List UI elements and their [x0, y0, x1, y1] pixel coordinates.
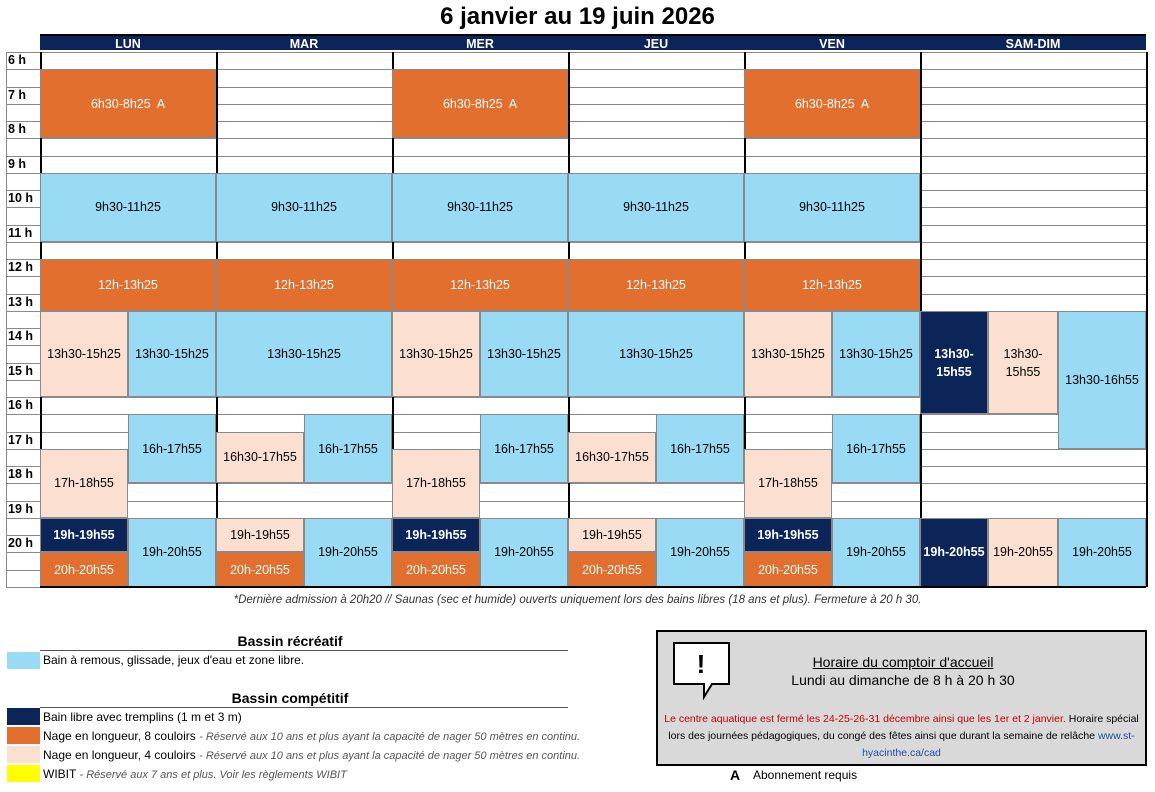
time-slot: [988, 311, 1058, 415]
abonnement-text: Abonnement requis: [753, 768, 858, 782]
time-slot: [744, 173, 920, 242]
hour-label: 13 h: [8, 294, 34, 309]
hour-label: 7 h: [8, 87, 27, 102]
time-slot: [744, 69, 920, 138]
time-slot-label: 20h-20h55: [582, 562, 642, 577]
time-slot-label: 19h-20h55: [846, 545, 906, 560]
time-slot-label: 13h30-15h25: [399, 346, 473, 361]
time-slot: [216, 552, 304, 587]
time-slot: [744, 552, 832, 587]
hour-label: 9 h: [8, 156, 27, 171]
time-slot: [392, 259, 568, 311]
time-slot: [988, 518, 1058, 587]
time-slot-label: 12h-13h25: [802, 277, 862, 292]
day-header: VEN: [744, 34, 920, 50]
time-slot: [1058, 518, 1146, 587]
time-slot: [568, 311, 744, 397]
legend-swatch-wibit: [7, 765, 40, 782]
footnote: *Dernière admission à 20h20 // Saunas (sec et humide) ouverts uniquement lors des bains libres (18 ans et plus). Fermeture à 20 h 30.: [233, 594, 922, 606]
info-link[interactable]: www.st-hyacinthe.ca/cad: [862, 730, 1135, 759]
time-slot-label: 19h-19h55: [582, 528, 642, 542]
time-slot: [40, 69, 216, 138]
time-slot: [40, 518, 128, 553]
time-slot-label: 19h-19h55: [230, 528, 290, 542]
time-slot: [744, 518, 832, 553]
counter-hours: Lundi au dimanche de 8 h à 20 h 30: [791, 672, 1015, 688]
legend-comp-title: Bassin compétitif: [231, 690, 349, 706]
hour-label: 20 h: [8, 536, 34, 550]
time-slot-label: 16h30-17h55: [575, 450, 649, 465]
day-header: MAR: [216, 34, 392, 50]
time-slot: [216, 259, 392, 311]
grid-line: [6, 52, 1146, 53]
time-slot: [744, 259, 920, 311]
time-slot: [216, 518, 304, 553]
legend-rule: [40, 650, 568, 651]
time-slot-label: 19h-20h55: [494, 545, 554, 560]
counter-title: Horaire du comptoir d'accueil: [812, 654, 994, 670]
time-slot: [216, 173, 392, 242]
closure-red: Le centre aquatique est fermé les 24-25-26-31 décembre ainsi que les 1er et 2 janvier.: [664, 713, 1066, 725]
time-slot-label: 17h-18h55: [406, 476, 466, 491]
time-slot-label: 6h30-8h25: [794, 96, 855, 111]
time-slot: [40, 259, 216, 311]
time-slot: [128, 518, 216, 587]
hour-label: 18 h: [8, 467, 34, 481]
time-slot-label: 13h30-15h25: [619, 346, 693, 361]
time-slot-label: 12h-13h25: [450, 277, 510, 292]
legend-swatch-rec: [7, 652, 40, 669]
time-slot-label: 13h30-15h25: [267, 346, 341, 361]
time-slot-label: 19h-20h55: [142, 545, 202, 560]
closure-black: Horaire spécial lors des journées pédagogiques, du congé des fêtes ainsi que durant la semaine de relâche: [668, 713, 1139, 742]
time-slot-label: 17h-18h55: [758, 476, 818, 491]
time-slot: [216, 432, 304, 484]
time-slot: [1058, 311, 1146, 449]
time-slot: [656, 414, 744, 483]
legend-lap4-note: - Réservé aux 10 ans et plus ayant la capacité de nager 50 mètres en continu.: [199, 750, 581, 762]
grid-line: [6, 483, 1146, 484]
time-slot: [832, 518, 920, 587]
day-header: MER: [392, 34, 568, 50]
day-header: JEU: [568, 34, 744, 50]
time-slot-label: 19h-20h55: [318, 545, 378, 560]
time-slot-label: 16h-17h55: [846, 441, 906, 456]
time-slot: [392, 69, 568, 138]
time-slot-label: 16h-17h55: [670, 441, 730, 456]
legend-lap4-item: Nage en longueur, 4 couloirs - Réservé aux 10 ans et plus ayant la capacité de nager 50 mètres en continu.: [43, 748, 581, 762]
time-slot-label: 9h30-11h25: [623, 200, 689, 215]
time-slot: [480, 414, 568, 483]
time-slot-label: 20h-20h55: [758, 562, 818, 577]
legend-lap8-item: Nage en longueur, 8 couloirs - Réservé aux 10 ans et plus ayant la capacité de nager 50 mètres en continu.: [43, 729, 581, 743]
grid-line: [6, 52, 7, 587]
time-slot-label: 13h30-15h55: [934, 346, 974, 379]
legend-lap8-note: - Réservé aux 10 ans et plus ayant la capacité de nager 50 mètres en continu.: [199, 731, 581, 743]
time-slot-label: 13h30-15h25: [47, 346, 121, 361]
closure-text: [664, 711, 1139, 762]
day-header: LUN: [40, 34, 216, 50]
time-slot: [392, 518, 480, 553]
time-slot-label: 13h30-15h25: [751, 346, 825, 361]
legend-wibit-note: - Réservé aux 7 ans et plus. Voir les règlements WIBIT: [79, 769, 347, 781]
alert-icon: [671, 640, 733, 702]
time-slot-label: 19h-20h55: [993, 545, 1053, 560]
grid-line: [1146, 52, 1148, 587]
time-slot-label: 9h30-11h25: [447, 200, 513, 215]
hour-label: 16 h: [8, 398, 34, 412]
legend-wibit-item: WIBIT - Réservé aux 7 ans et plus. Voir les règlements WIBIT: [43, 767, 347, 781]
subscription-flag: A: [156, 96, 166, 111]
hour-label: 8 h: [8, 122, 27, 136]
time-slot: [656, 518, 744, 587]
legend-free-item: Bain libre avec tremplins (1 m et 3 m): [43, 710, 242, 724]
time-slot: [40, 552, 128, 587]
grid-line: [6, 501, 1146, 502]
time-slot: [128, 311, 216, 397]
time-slot-label: 13h30-15h25: [839, 346, 913, 361]
time-slot: [128, 414, 216, 483]
time-slot: [568, 518, 656, 553]
time-slot-label: 16h-17h55: [318, 441, 378, 456]
legend-rec-item: Bain à remous, glissade, jeux d'eau et zone libre.: [43, 653, 305, 667]
time-slot: [392, 173, 568, 242]
time-slot-label: 20h-20h55: [230, 562, 290, 577]
time-slot-label: 19h-20h55: [923, 545, 985, 560]
time-slot: [920, 311, 988, 415]
subscription-flag: A: [508, 96, 518, 111]
subscription-flag: A: [860, 96, 870, 111]
time-slot: [304, 518, 392, 587]
time-slot: [744, 311, 832, 397]
time-slot-label: 19h-19h55: [405, 528, 467, 542]
grid-line: [40, 586, 1146, 588]
time-slot-label: 9h30-11h25: [799, 200, 865, 215]
svg-text:!: !: [696, 649, 706, 679]
time-slot: [392, 311, 480, 397]
time-slot-label: 20h-20h55: [54, 562, 114, 577]
abonnement-letter: A: [730, 767, 741, 783]
time-slot-label: 12h-13h25: [626, 277, 686, 292]
hour-label: 14 h: [8, 329, 34, 343]
hour-label: 11 h: [8, 225, 33, 240]
time-slot: [480, 311, 568, 397]
hour-label: 15 h: [8, 363, 34, 378]
time-slot-label: 6h30-8h25: [90, 96, 151, 111]
hour-label: 10 h: [8, 191, 34, 205]
day-header: SAM-DIM: [920, 34, 1146, 50]
time-slot: [568, 432, 656, 484]
time-slot-label: 9h30-11h25: [95, 200, 161, 215]
legend-swatch-lap4: [7, 746, 40, 763]
hour-label: 19 h: [8, 501, 34, 516]
time-slot: [392, 552, 480, 587]
info-box: [656, 630, 1147, 766]
time-slot-label: 9h30-11h25: [271, 200, 337, 215]
time-slot: [744, 449, 832, 518]
time-slot: [568, 552, 656, 587]
time-slot-label: 16h-17h55: [494, 441, 554, 456]
time-slot: [568, 173, 744, 242]
grid-line: [6, 156, 1146, 157]
time-slot: [304, 414, 392, 483]
time-slot: [920, 518, 988, 587]
legend-rec-title: Bassin récréatif: [237, 633, 343, 649]
time-slot-label: 16h30-17h55: [223, 450, 297, 465]
time-slot-label: 12h-13h25: [98, 277, 158, 292]
time-slot-label: 19h-20h55: [670, 545, 730, 560]
time-slot-label: 13h30-15h55: [1003, 346, 1043, 379]
time-slot: [832, 414, 920, 483]
legend-rule: [40, 707, 568, 708]
time-slot: [216, 311, 392, 397]
time-slot: [40, 449, 128, 518]
hour-label: 12 h: [8, 260, 34, 274]
time-slot-label: 19h-19h55: [757, 528, 819, 542]
time-slot-label: 19h-20h55: [1072, 545, 1132, 560]
time-slot-label: 16h-17h55: [142, 441, 202, 456]
hour-label: 17 h: [8, 432, 34, 447]
time-slot-label: 13h30-15h25: [135, 346, 209, 361]
legend-swatch-free: [7, 708, 40, 725]
grid-line: [6, 138, 1146, 139]
time-slot: [832, 311, 920, 397]
time-slot: [568, 259, 744, 311]
time-slot: [392, 449, 480, 518]
time-slot-label: 12h-13h25: [274, 277, 334, 292]
time-slot: [40, 311, 128, 397]
time-slot: [480, 518, 568, 587]
hour-label: 6 h: [8, 53, 27, 67]
time-slot-label: 13h30-16h55: [1065, 372, 1139, 387]
time-slot-label: 20h-20h55: [406, 562, 466, 577]
time-slot-label: 13h30-15h25: [487, 346, 561, 361]
time-slot: [40, 173, 216, 242]
time-slot-label: 6h30-8h25: [442, 96, 503, 111]
time-slot-label: 17h-18h55: [54, 476, 114, 491]
page-title: 6 janvier au 19 juin 2026: [440, 3, 715, 30]
legend-swatch-lap8: [7, 727, 40, 744]
time-slot-label: 19h-19h55: [53, 528, 115, 542]
grid-line: [6, 242, 1146, 243]
